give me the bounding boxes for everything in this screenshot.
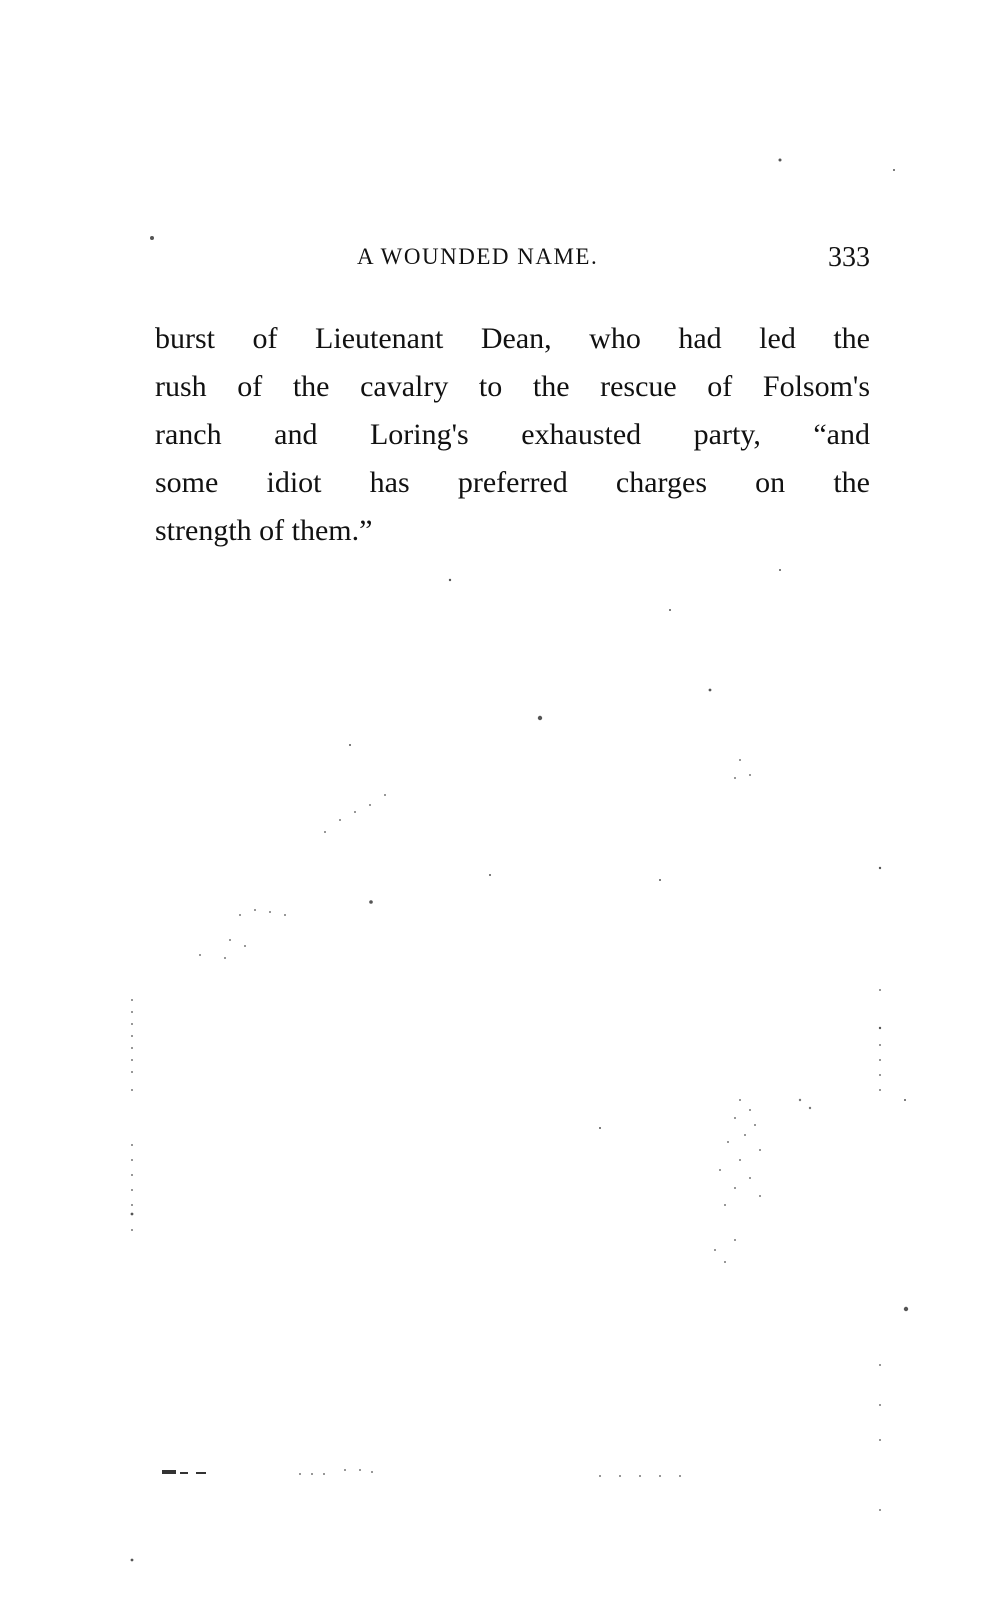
text-line: some idiot has preferred charges on the (155, 466, 870, 499)
text-line: strength of them.” (155, 514, 373, 547)
text-line: ranch and Loring's exhausted party, “and (155, 418, 870, 451)
text-line: burst of Lieutenant Dean, who had led the (155, 322, 870, 355)
text-line: rush of the cavalry to the rescue of Folsom's (155, 370, 870, 403)
running-head (157, 244, 870, 284)
page-number: 333 (828, 242, 870, 273)
running-title: A WOUNDED NAME. (357, 244, 599, 269)
body-paragraph (155, 315, 870, 555)
